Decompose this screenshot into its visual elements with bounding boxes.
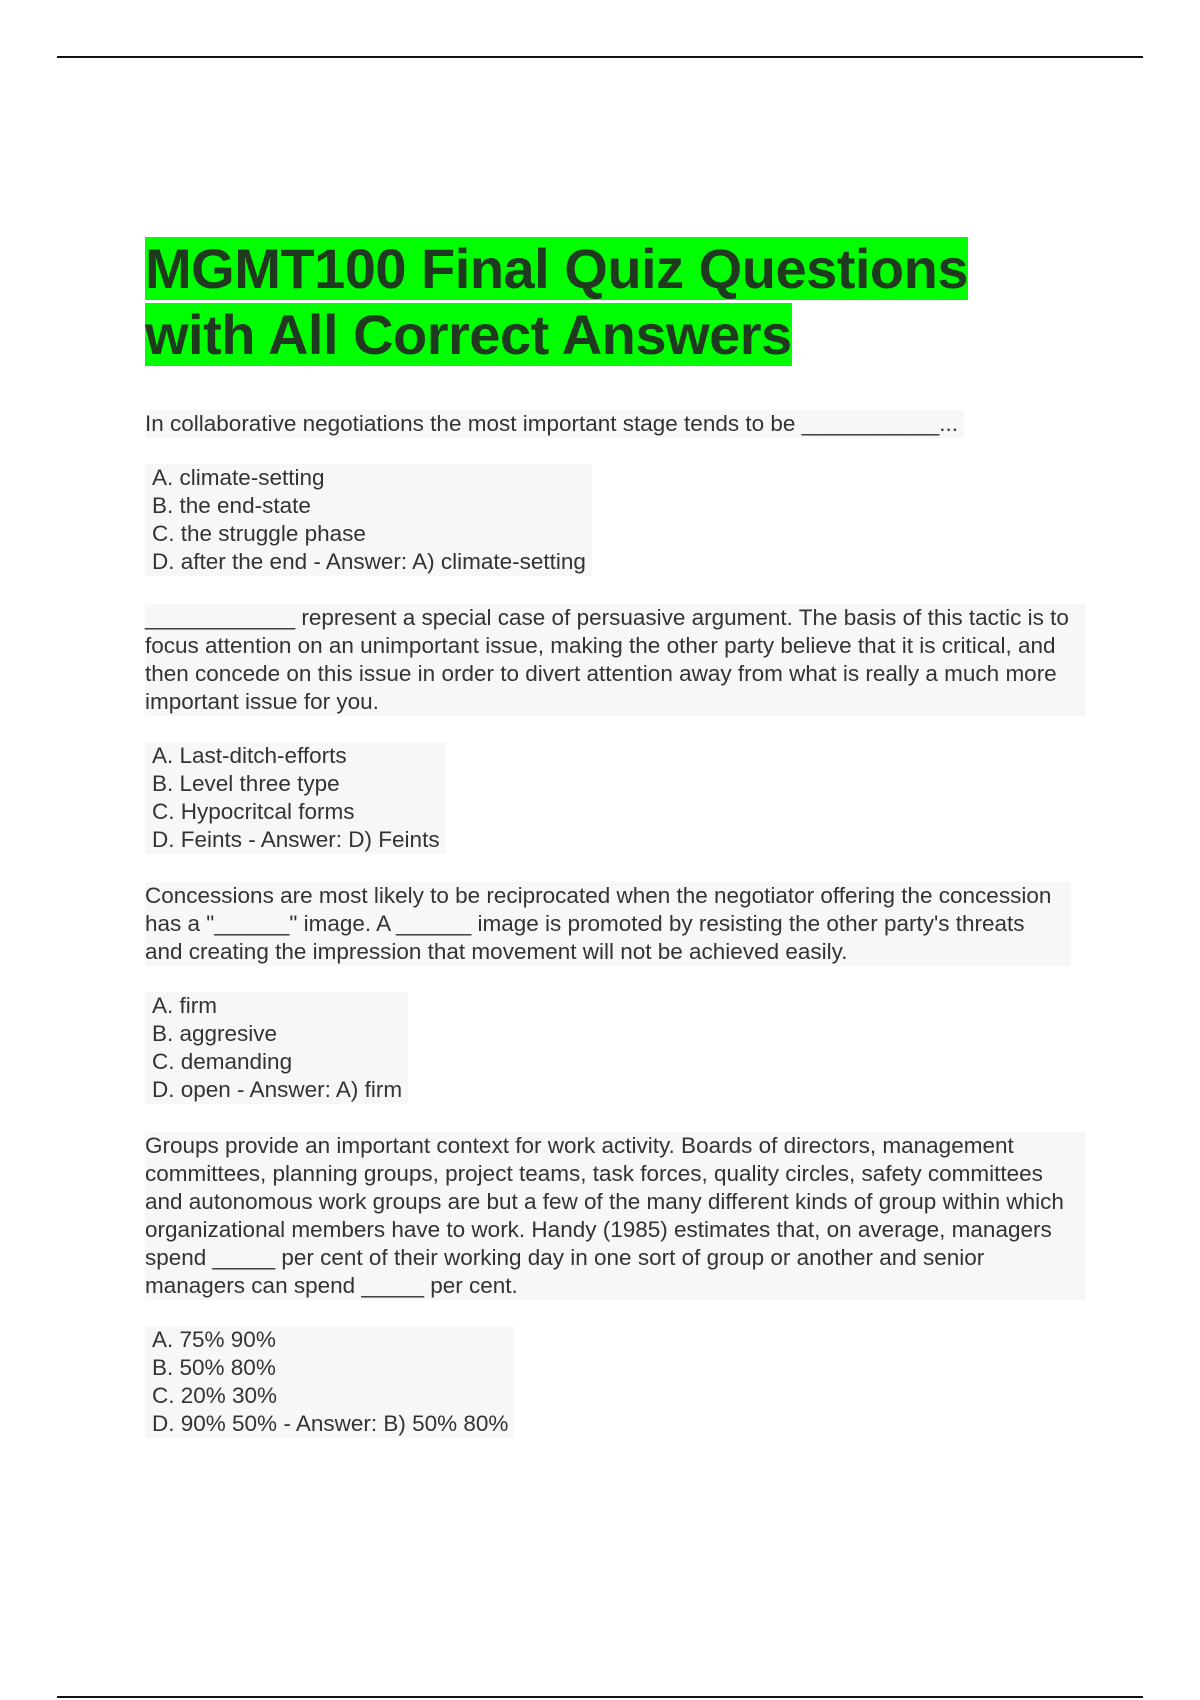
- question-4: [145, 1132, 1085, 1438]
- title-block: [145, 236, 1005, 368]
- question-text: Groups provide an important context for work activity. Boards of directors, management committees, planning groups, project teams, task forces, quality circles, safety committees and autonomous work groups are but a few of the many different kinds of group within which organizational members have to work. Handy (1985) estimates that, on average, managers spend _____ per cent of their working day in one sort of group or another and senior managers can spend _____ per cent.: [145, 1132, 1086, 1300]
- top-rule: [57, 56, 1143, 58]
- option-b: B. 50% 80%: [152, 1355, 276, 1380]
- option-d-answer: D. open - Answer: A) firm: [152, 1077, 403, 1102]
- option-d-answer: D. 90% 50% - Answer: B) 50% 80%: [152, 1411, 509, 1436]
- document-body: [145, 236, 1085, 1466]
- option-c: C. demanding: [152, 1049, 293, 1074]
- option-d-answer: D. Feints - Answer: D) Feints: [152, 827, 440, 852]
- option-d-answer: D. after the end - Answer: A) climate-setting: [152, 549, 586, 574]
- question-text: Concessions are most likely to be reciprocated when the negotiator offering the concession has a "______" image. A ______ image is promoted by resisting the other party's threats and creating the impression that movement will not be achieved easily.: [145, 882, 1071, 966]
- option-b: B. aggresive: [152, 1021, 278, 1046]
- question-1: [145, 410, 1085, 576]
- option-a: A. Last-ditch-efforts: [152, 743, 347, 768]
- option-a: A. firm: [152, 993, 217, 1018]
- question-text: In collaborative negotiations the most important stage tends to be ___________...: [145, 410, 964, 438]
- option-c: C. Hypocritcal forms: [152, 799, 355, 824]
- question-3: [145, 882, 1085, 1104]
- option-b: B. Level three type: [152, 771, 340, 796]
- answer-options: [145, 992, 408, 1104]
- answer-options: [145, 742, 446, 854]
- question-text: ____________ represent a special case of persuasive argument. The basis of this tactic is to focus attention on an unimportant issue, making the other party believe that it is critical, and then concede on this issue in order to divert attention away from what is really a much more important issue for you.: [145, 604, 1086, 716]
- option-a: A. climate-setting: [152, 465, 325, 490]
- option-c: C. 20% 30%: [152, 1383, 278, 1408]
- answer-options: [145, 464, 592, 576]
- answer-options: [145, 1326, 514, 1438]
- option-c: C. the struggle phase: [152, 521, 366, 546]
- bottom-rule: [57, 1696, 1143, 1698]
- option-a: A. 75% 90%: [152, 1327, 276, 1352]
- document-title: MGMT100 Final Quiz Questions with All Correct Answers: [145, 237, 968, 366]
- question-2: [145, 604, 1085, 854]
- option-b: B. the end-state: [152, 493, 311, 518]
